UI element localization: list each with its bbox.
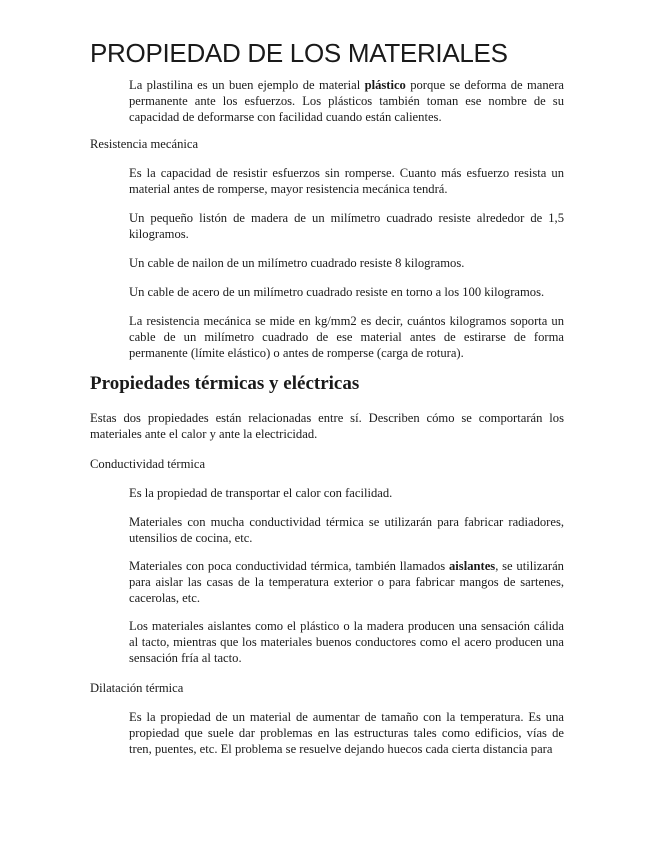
resistencia-paragraph-1: Es la capacidad de resistir esfuerzos sin romperse. Cuanto más esfuerzo resista un material antes de romperse, mayor resistencia mecánica tendrá. [129,166,564,196]
resistencia-paragraph-3: Un cable de nailon de un milímetro cuadrado resiste 8 kilogramos. [129,256,465,270]
page-title: PROPIEDAD DE LOS MATERIALES [90,38,508,68]
dilatacion-heading: Dilatación térmica [90,681,184,695]
resistencia-paragraph-2: Un pequeño listón de madera de un milímetro cuadrado resiste alrededor de 1,5 kilogramos. [129,211,564,241]
resistencia-paragraph-4: Un cable de acero de un milímetro cuadrado resiste en torno a los 100 kilogramos. [129,285,545,299]
intro-bold-term: plástico [364,78,406,92]
conductividad-heading: Conductividad térmica [90,457,206,471]
termicas-intro-paragraph: Estas dos propiedades están relacionadas entre sí. Describen cómo se comportarán los materiales ante el calor y ante la electricidad. [90,411,564,441]
conductividad-paragraph-2: Materiales con mucha conductividad térmica se utilizarán para fabricar radiadores, utensilios de cocina, etc. [129,515,564,545]
dilatacion-paragraph-1: Es la propiedad de un material de aumentar de tamaño con la temperatura. Es una propiedad que suele dar problemas en las estructuras tales como edificios, vías de tren, puentes, etc. El problema se resuelve dejando huecos cada cierta distancia para [129,710,564,756]
conductividad-paragraph-3 [129,558,564,606]
intro-paragraph [129,77,564,125]
resistencia-heading: Resistencia mecánica [90,137,199,151]
resistencia-paragraph-5: La resistencia mecánica se mide en kg/mm2 es decir, cuántos kilogramos soporta un cable de un milímetro cuadrado de ese material antes de estirarse de forma permanente (límite elástico) o antes de romperse (carga de rotura). [129,314,564,360]
conductividad-p3-before: Materiales con poca conductividad térmica, también llamados [129,559,449,573]
conductividad-paragraph-1: Es la propiedad de transportar el calor con facilidad. [129,486,393,500]
intro-text-before: La plastilina es un buen ejemplo de material [129,78,365,92]
conductividad-bold-term: aislantes [449,559,496,573]
termicas-heading: Propiedades térmicas y eléctricas [90,373,360,394]
conductividad-paragraph-4: Los materiales aislantes como el plástico o la madera producen una sensación cálida al tacto, mientras que los materiales buenos conductores como el acero producen una sensación fría al tacto. [129,619,564,665]
conductividad-p3-after: , se utilizarán para aislar las casas de la temperatura exterior o para fabricar mangos de sartenes, cacerolas, etc. [129,559,564,605]
intro-text-after: porque se deforma de manera permanente ante los esfuerzos. Los plásticos también toman ese nombre de su capacidad de deformarse con facilidad cuando están calientes. [129,78,564,124]
